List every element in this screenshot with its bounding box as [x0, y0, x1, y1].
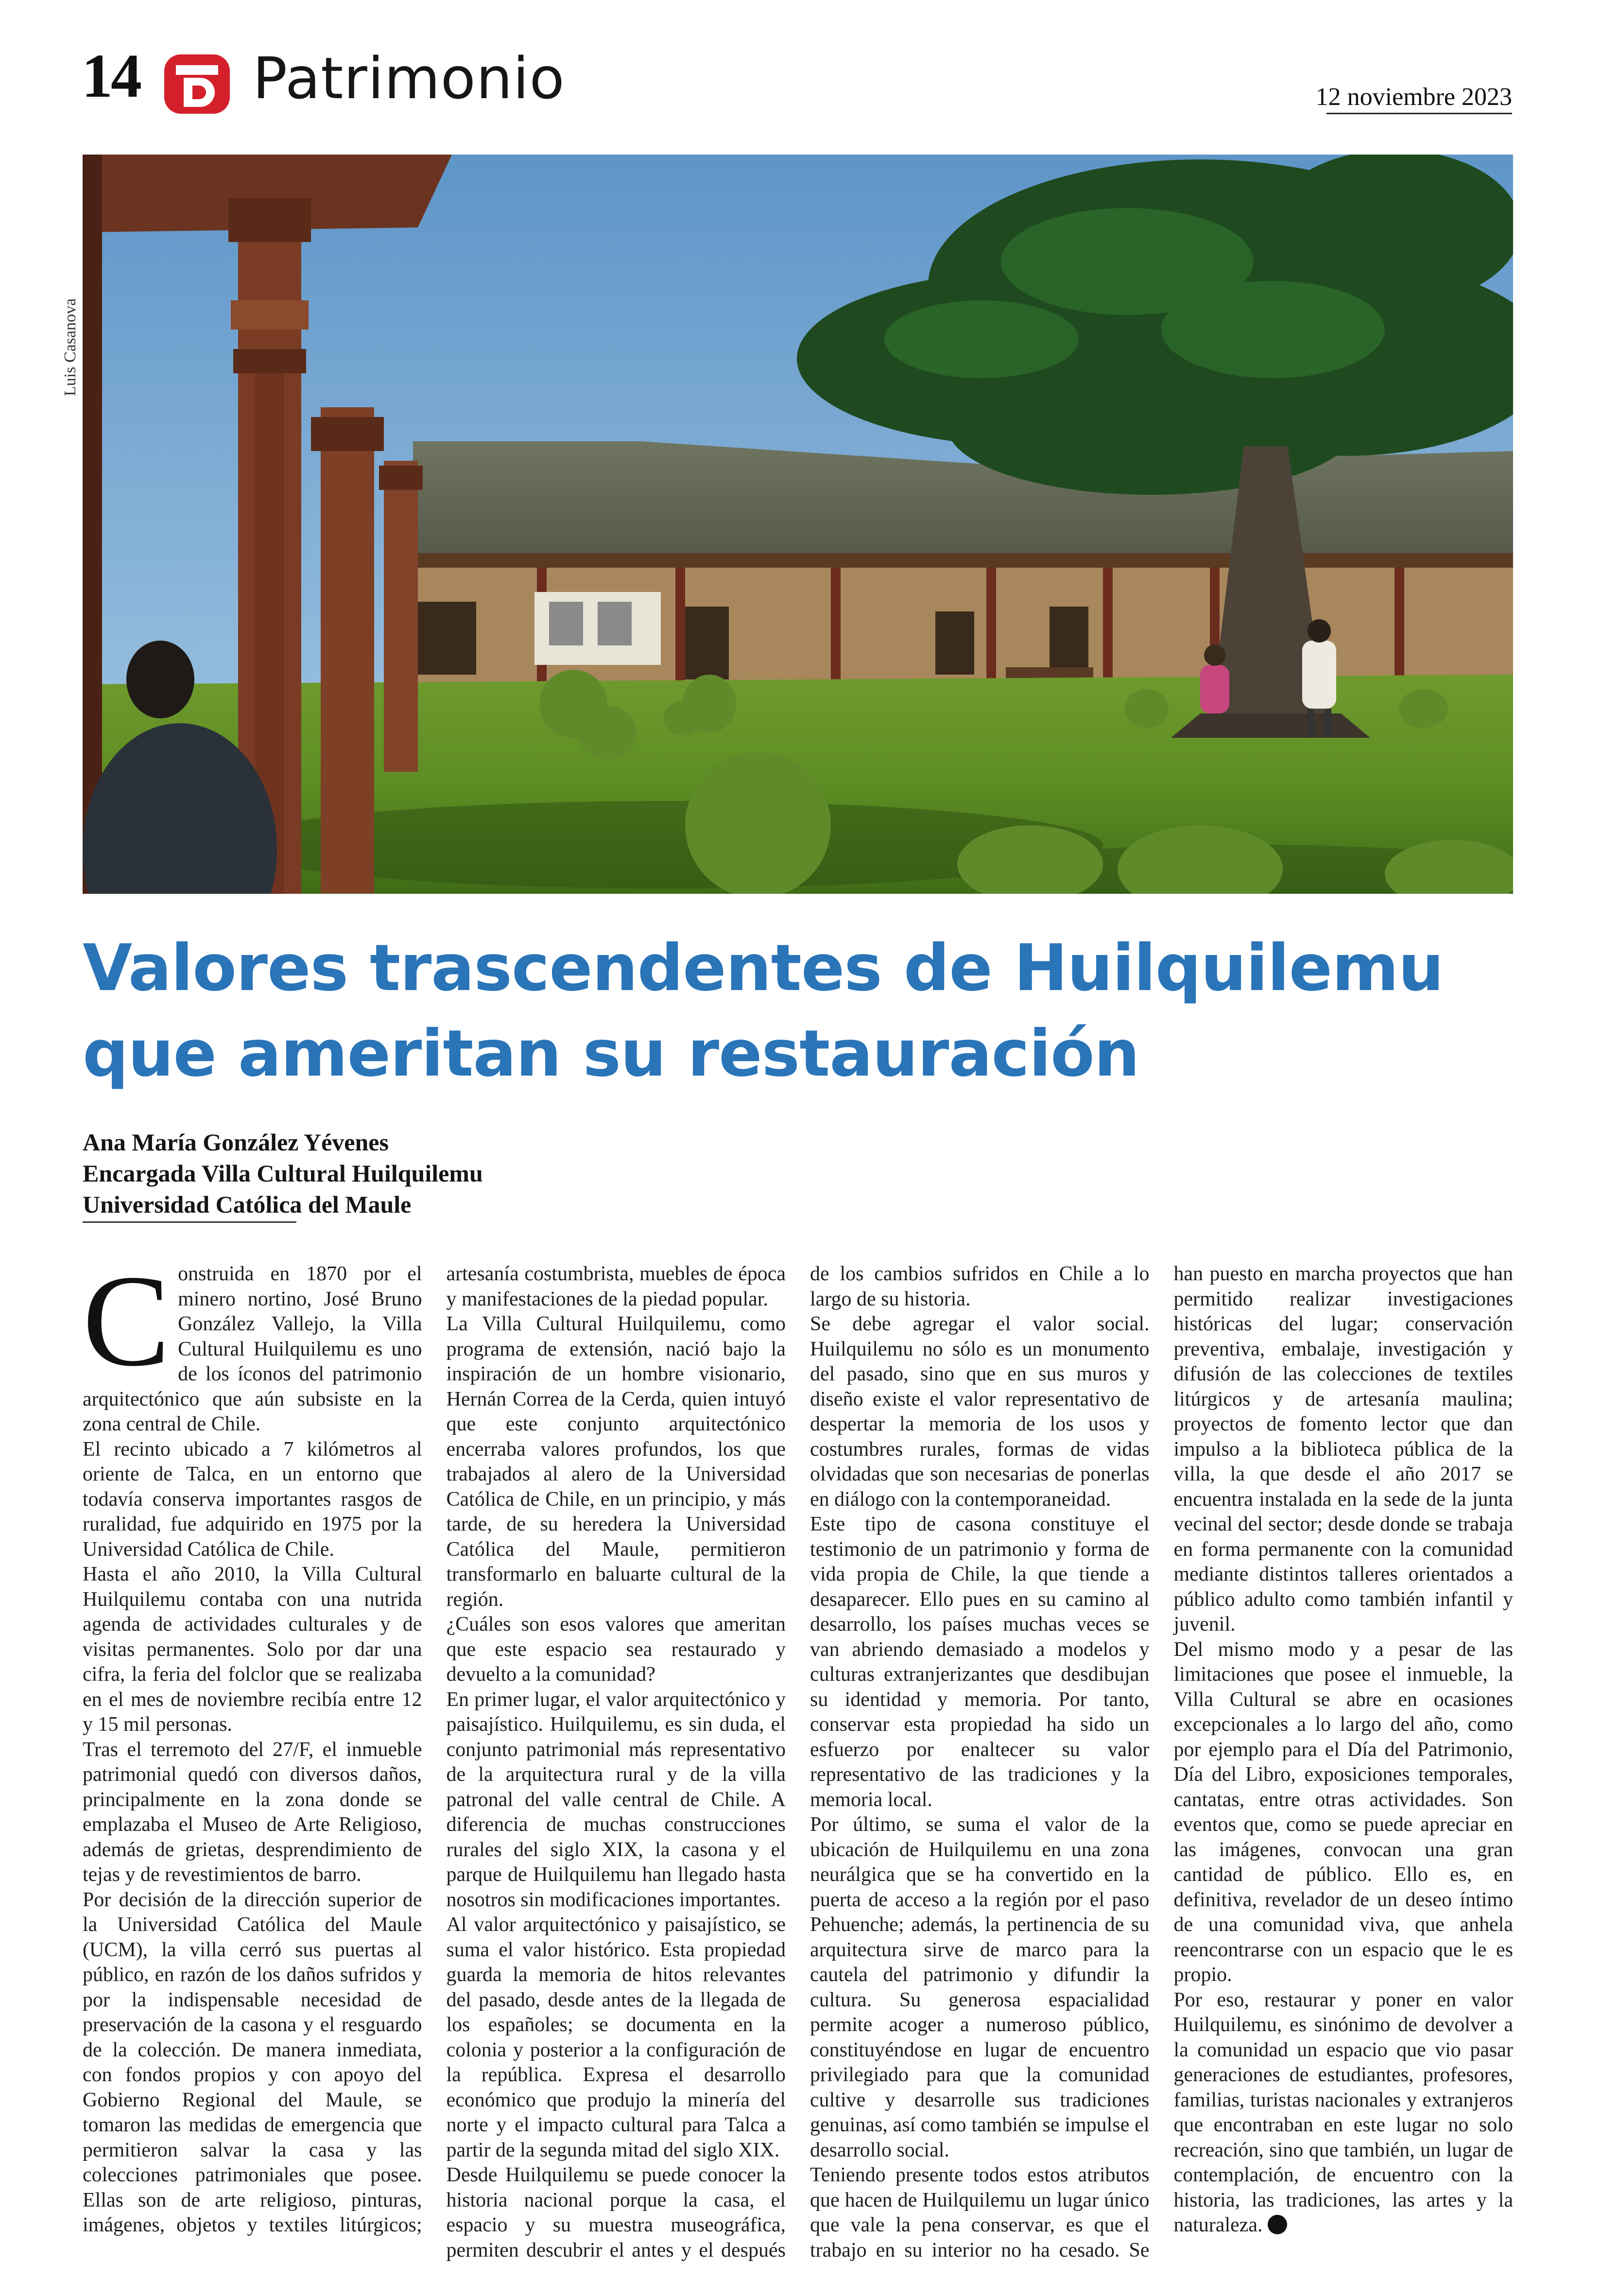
author-name: Ana María González Yévenes: [83, 1129, 389, 1156]
author-role: Encargada Villa Cultural Huilquilemu: [83, 1160, 483, 1187]
article-paragraph: Hasta el año 2010, la Villa Cultural Huilquilemu contaba con una nutrida agenda de actividades culturales y de visitas permanentes. Solo por dar una cifra, la feria del folclor que se realizaba en el mes de noviembre recibía entre 12 y 15 mil personas.: [83, 1563, 422, 1736]
article-paragraph: ¿Cuáles son esos valores que ameritan que este espacio sea restaurado y devuelto a la comunidad?: [446, 1613, 786, 1686]
byline-underline: [83, 1221, 296, 1223]
date-underline: [1326, 113, 1512, 114]
article-paragraph: Se debe agregar el valor social. Huilquilemu no sólo es un monumento del pasado, sino que en sus muros y diseño existe el valor representativo de despertar la memoria de los usos y costumbres rurales, formas de vidas olvidadas que son necesarias de ponerlas en diálogo con la contemporaneidad.: [810, 1313, 1150, 1511]
article-paragraph: Construida en 1870 por el minero nortino, José Bruno González Vallejo, la Villa Cultural Huilquilemu es uno de los íconos del patrimonio arquitectónico que aún subsiste en la zona central de Chile.: [83, 1248, 422, 1435]
article-body: [83, 1248, 1513, 2273]
photo-credit: Luis Casanova: [61, 298, 79, 396]
article-paragraph: Por último, se suma el valor de la ubicación de Huilquilemu en una zona neurálgica que se ha convertido en la puerta de acceso a la región por el paso Pehuenche; además, la pertinencia de su arquitectura sirve de marco para la cautela del patrimonio y difundir la cultura. Su generosa espacialidad permite acoger a numeroso público, constituyéndose en lugar de encuentro privilegiado para que la comunidad cultive y desarrolle sus tradiciones genuinas, así como también se impulse el desarrollo social.: [810, 1813, 1150, 2161]
author-institution: Universidad Católica del Maule: [83, 1191, 412, 1218]
article-paragraph: Del mismo modo y a pesar de las limitaciones que posee el inmueble, la Villa Cultural se abre en ocasiones excepcionales a lo largo del año, como por ejemplo para el Día del Patrimonio, Día del Libro, exposiciones temporales, cantatas, entre otras actividades. Son eventos que, como se puede apreciar en las imágenes, convocan una gran cantidad de público. Ello es, en definitiva, revelador de un deseo íntimo de una comunidad viva, que anhela reencontrarse con un espacio que le es propio.: [1173, 1638, 1513, 1986]
article-paragraph: Teniendo presente todos estos atributos que hacen de Huilquilemu un lugar único que vale la pena conservar, es que el trabajo en su interior no ha cesado. Se han puesto en marcha proyectos que han permitido realizar investigaciones históricas del lugar; conservación preventiva, embalaje, investigación y difusión de las colecciones de textiles litúrgicos y de artesanía maulina; proyectos de fomento lector que dan impulso a la biblioteca pública de la villa, la que desde el año 2017 se encuentra instalada en la sede de la junta vecinal del sector; desde donde se trabaja en forma permanente con la comunidad mediante distintos talleres orientados a público adulto como también infantil y juvenil.: [810, 1263, 1513, 2261]
issue-date: 12 noviembre 2023: [1315, 83, 1512, 111]
article-paragraph: Por decisión de la dirección superior de la Universidad Católica del Maule (UCM), la villa cerró sus puertas al público, en razón de los daños sufridos y por la indispensable necesidad de preservación de la casona y el resguardo de la colección. De manera inmediata, con fondos propios y con apoyo del Gobierno Regional del Maule, se tomaron las medidas de emergencia que permitieron salvar la casa y las colecciones patrimoniales que posee. Ellas son de arte religioso, pinturas, imágenes, objetos y textiles litúrgicos; artesanía costumbrista, muebles de época y manifestaciones de la piedad popular.: [83, 1263, 786, 2236]
colonial-courtyard-photo: [83, 155, 1513, 894]
article-paragraph: Este tipo de casona constituye el testimonio de un patrimonio y forma de vida propia de Chile, la que tiende a desaparecer. Ello pues en su camino al desarrollo, los países muchas veces se van abriendo demasiado a modelos y culturas extranjerizantes que desdibujan su identidad y memoria. Por tanto, conservar esta propiedad ha sido un esfuerzo por enaltecer su valor representativo de las tradiciones y la memoria local.: [810, 1513, 1150, 1811]
article-paragraph: Tras el terremoto del 27/F, el inmueble patrimonial quedó con diversos daños, principalmente en la zona donde se emplazaba el Museo de Arte Religioso, además de grietas, desprendimiento de tejas y de revestimientos de barro.: [83, 1738, 422, 1886]
headline-line-1: Valores trascendentes de Huilquilemu: [83, 931, 1444, 1006]
article-paragraph: Por eso, restaurar y poner en valor Huilquilemu, es sinónimo de devolver a la comunidad un espacio que vio pasar generaciones de estudiantes, profesores, familias, turistas nacionales y extranjeros que encontraban en este lugar no solo recreación, sino que también, un lugar de contemplación, de encuentro con la historia, las tradiciones, las artes y la naturaleza.: [1174, 1988, 1514, 2238]
article-paragraph: La Villa Cultural Huilquilemu, como programa de extensión, nació bajo la inspiración de un hombre visionario, Hernán Correa de la Cerda, quien intuyó que este conjunto arquitectónico encerraba valores profundos, los que trabajados al alero de la Universidad Católica de Chile, en un principio, y más tarde, de su heredera la Universidad Católica del Maule, permitieron transformarlo en baluarte cultural de la región.: [446, 1313, 786, 1611]
article-paragraph: Al valor arquitectónico y paisajístico, se suma el valor histórico. Esta propiedad guarda la memoria de hitos relevantes del pasado, desde antes de la llegada de los españoles; se documenta en la colonia y posterior a la configuración de la república. Expresa el desarrollo económico que produjo la minería del norte y el impacto cultural para Talca a partir de la segunda mitad del siglo XIX.: [446, 1913, 786, 2161]
article-paragraph: Desde Huilquilemu se puede conocer la historia nacional porque la casa, el espacio y su muestra museográfica, permiten descubrir el antes y el después de los cambios sufridos en Chile a lo largo de su historia.: [446, 1263, 1150, 2261]
headline-line-2: que ameritan su restauración: [83, 1016, 1139, 1091]
diario-talca-logo-icon: [164, 54, 230, 114]
byline: [83, 1127, 483, 1220]
article-headline: [83, 925, 1540, 1096]
article-paragraph: En primer lugar, el valor arquitectónico y paisajístico. Huilquilemu, es sin duda, el conjunto patrimonial más representativo de la arquitectura rural y de la villa patronal del valle central de Chile. A diferencia de muchas construcciones rurales del siglo XIX, la casona y el parque de Huilquilemu han llegado hasta nosotros sin modificaciones importantes.: [446, 1688, 786, 1911]
section-title: Patrimonio: [253, 45, 565, 112]
article-paragraph: El recinto ubicado a 7 kilómetros al oriente de Talca, en un entorno que todavía conserva importantes rasgos de ruralidad, fue adquirido en 1975 por la Universidad Católica de Chile.: [83, 1438, 422, 1561]
page-number: 14: [82, 41, 140, 110]
